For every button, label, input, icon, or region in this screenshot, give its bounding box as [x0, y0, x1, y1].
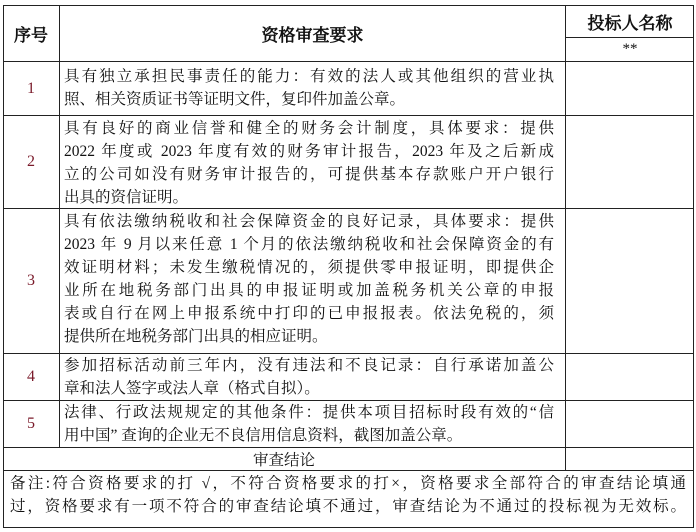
note-line: 过，资格要求有一项不符合的审查结论填不通过，审查结论为不通过的投标视为无效标。	[10, 498, 686, 515]
header-seq: 序号	[14, 25, 48, 46]
text-line: 用中国” 查询的企业无不良信用信息资料，截图加盖公章。	[64, 427, 463, 444]
text-line: 具有良好的商业信誉和健全的财务会计制度，具体要求：提供	[64, 120, 554, 137]
requirement-text	[64, 117, 554, 209]
requirement-text	[64, 401, 554, 447]
text-line: 法律、行政法规规定的其他条件：提供本项目招标时段有效的“信	[64, 404, 554, 421]
text-line: 具有独立承担民事责任的能力：有效的法人或其他组织的营业执	[64, 68, 554, 85]
review-conclusion-label: 审查结论	[252, 452, 315, 469]
row-number: 5	[27, 415, 35, 432]
header-bidder-name: 投标人名称	[587, 13, 673, 34]
requirement-text	[64, 210, 554, 348]
note-line: 备注:符合资格要求的打 √，不符合资格要求的打×，资格要求全部符合的审查结论填通	[10, 475, 686, 492]
row-number: 2	[27, 153, 35, 170]
row-number: 3	[27, 272, 35, 289]
text-line: 照、相关资质证书等证明文件，复印件加盖公章。	[64, 91, 406, 108]
text-line: 立的公司如没有财务审计报告的，可提供基本存款账户开户银行	[64, 166, 554, 183]
bidder-value: **	[622, 41, 638, 57]
requirement-text	[64, 354, 554, 400]
text-line: 表或自行在网上申报系统中打印的已申报报表。依法免税的，须	[64, 305, 554, 322]
text-line: 出具的资信证明。	[64, 189, 189, 206]
notes	[10, 472, 686, 518]
divider	[3, 61, 694, 62]
row-number: 1	[27, 79, 35, 97]
divider	[59, 5, 60, 447]
text-line: 参加招标活动前三年内，没有违法和不良记录：自行承诺加盖公	[64, 357, 554, 374]
divider	[3, 470, 694, 471]
text-line: 具有依法缴纳税收和社会保障资金的良好记录，具体要求：提供	[64, 213, 554, 230]
row-number: 4	[27, 368, 35, 385]
text-line: 章和法人签字或法人章（格式自拟）。	[64, 380, 320, 397]
requirement-text	[64, 65, 554, 111]
header-requirement: 资格审查要求	[261, 25, 364, 46]
text-line: 2023 年 9 月以来任意 1 个月的依法缴纳税收和社会保障资金的有	[64, 236, 554, 253]
text-line: 效证明材料；未发生缴税情况的，须提供零申报证明，即提供企	[64, 259, 554, 276]
text-line: 2022 年度或 2023 年度有效的财务审计报告，2023 年及之后新成	[64, 143, 554, 160]
text-line: 提供所在地税务部门出具的相应证明。	[64, 328, 328, 345]
text-line: 业所在地税务部门出具的申报证明或加盖税务机关公章的申报	[64, 282, 554, 299]
review-conclusion-input[interactable]	[566, 448, 694, 470]
divider	[3, 115, 694, 116]
